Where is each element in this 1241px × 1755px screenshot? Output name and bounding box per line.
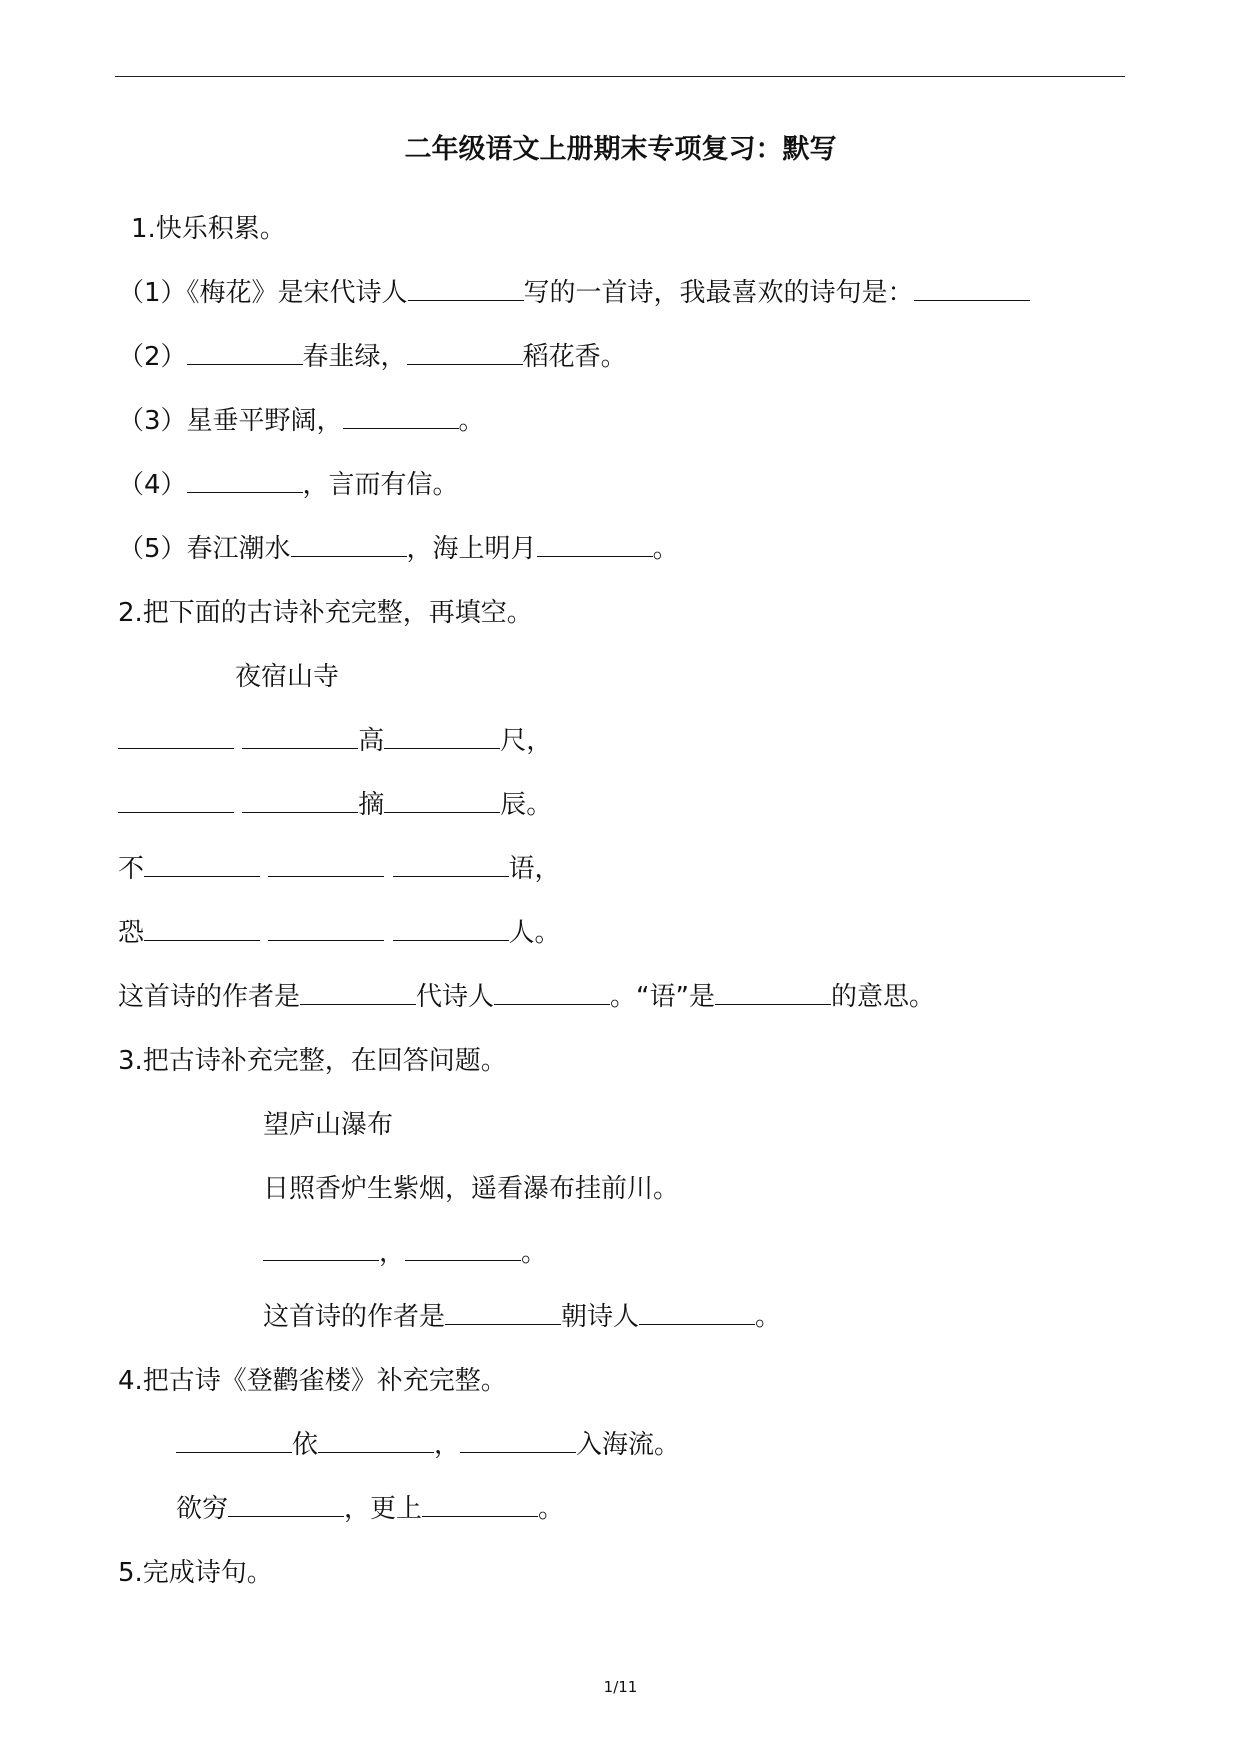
answer-blank[interactable] xyxy=(176,1430,292,1453)
text: 。 xyxy=(652,534,679,564)
text: 不 xyxy=(118,854,145,884)
answer-blank[interactable] xyxy=(384,790,500,813)
answer-blank[interactable] xyxy=(187,470,303,493)
poem-title: 夜宿山寺 xyxy=(235,662,340,692)
text: （1）《梅花》是宋代诗人 xyxy=(118,278,408,308)
answer-blank[interactable] xyxy=(268,854,384,877)
answer-blank[interactable] xyxy=(407,342,523,365)
answer-blank[interactable] xyxy=(422,1494,538,1517)
poem-title: 望庐山瀑布 xyxy=(263,1110,394,1140)
answer-blank[interactable] xyxy=(445,1302,561,1325)
answer-blank[interactable] xyxy=(242,726,358,749)
text: 尺， xyxy=(500,726,553,756)
question-3-heading: 3.把古诗补充完整，在回答问题。 xyxy=(118,1046,507,1076)
page-title: 二年级语文上册期末专项复习：默写 xyxy=(404,134,837,165)
text: 的意思。 xyxy=(830,982,935,1012)
poem-line-3 xyxy=(118,852,561,886)
poem-line-2 xyxy=(263,1236,547,1270)
text: 。 xyxy=(458,406,485,436)
answer-blank[interactable] xyxy=(384,726,500,749)
answer-blank[interactable] xyxy=(118,726,234,749)
text: 语， xyxy=(508,854,561,884)
text: 。 xyxy=(755,1302,782,1332)
question-3-fill xyxy=(263,1300,781,1334)
answer-blank[interactable] xyxy=(537,534,653,557)
answer-blank[interactable] xyxy=(494,982,610,1005)
answer-blank[interactable] xyxy=(343,406,459,429)
answer-blank[interactable] xyxy=(144,918,260,941)
text: 人。 xyxy=(508,918,561,948)
text: ，更上 xyxy=(344,1494,423,1524)
text: ， xyxy=(434,1430,461,1460)
answer-blank[interactable] xyxy=(639,1302,755,1325)
text: （3）星垂平野阔， xyxy=(118,406,343,436)
text: ， xyxy=(379,1238,406,1268)
answer-blank[interactable] xyxy=(460,1430,576,1453)
text: 依 xyxy=(292,1430,319,1460)
text: 稻花香。 xyxy=(522,342,627,372)
poem-line-2 xyxy=(118,788,552,822)
answer-blank[interactable] xyxy=(187,342,303,365)
question-1-item-4 xyxy=(118,468,459,502)
text: 春韭绿， xyxy=(302,342,407,372)
answer-blank[interactable] xyxy=(228,1494,344,1517)
question-4-heading: 4.把古诗《登鹳雀楼》补充完整。 xyxy=(118,1366,507,1396)
question-2-fill xyxy=(118,980,935,1014)
text: ，言而有信。 xyxy=(302,470,459,500)
question-1-heading: 1.快乐积累。 xyxy=(131,214,286,244)
answer-blank[interactable] xyxy=(405,1238,521,1261)
text: 高 xyxy=(358,726,385,756)
text: 入海流。 xyxy=(576,1430,681,1460)
answer-blank[interactable] xyxy=(268,918,384,941)
text: 。“语”是 xyxy=(610,982,715,1012)
poem-line-2 xyxy=(176,1492,564,1526)
text: 这首诗的作者是 xyxy=(263,1302,446,1332)
answer-blank[interactable] xyxy=(118,790,234,813)
header-rule xyxy=(115,76,1125,77)
text: 朝诗人 xyxy=(561,1302,640,1332)
question-1-item-5 xyxy=(118,532,679,566)
text: 。 xyxy=(521,1238,548,1268)
question-2-heading: 2.把下面的古诗补充完整，再填空。 xyxy=(118,598,533,628)
page-number: 1/11 xyxy=(603,1678,638,1696)
answer-blank[interactable] xyxy=(393,854,509,877)
answer-blank[interactable] xyxy=(318,1430,434,1453)
poem-line-1 xyxy=(118,724,552,758)
answer-blank[interactable] xyxy=(263,1238,379,1261)
text: （2） xyxy=(118,342,187,372)
answer-blank[interactable] xyxy=(715,982,831,1005)
text: 代诗人 xyxy=(416,982,495,1012)
answer-blank[interactable] xyxy=(291,534,407,557)
text: （5）春江潮水 xyxy=(118,534,291,564)
text: ，海上明月 xyxy=(406,534,537,564)
question-5-heading: 5.完成诗句。 xyxy=(118,1558,273,1588)
text: 摘 xyxy=(358,790,385,820)
answer-blank[interactable] xyxy=(242,790,358,813)
answer-blank[interactable] xyxy=(408,278,524,301)
answer-blank[interactable] xyxy=(914,278,1030,301)
text: 辰。 xyxy=(500,790,553,820)
text: 。 xyxy=(538,1494,565,1524)
poem-line-4 xyxy=(118,916,561,950)
question-1-item-3 xyxy=(118,404,485,438)
answer-blank[interactable] xyxy=(393,918,509,941)
answer-blank[interactable] xyxy=(144,854,260,877)
poem-line-1: 日照香炉生紫烟，遥看瀑布挂前川。 xyxy=(263,1174,680,1204)
question-1-item-2 xyxy=(118,340,627,374)
text: 这首诗的作者是 xyxy=(118,982,301,1012)
text: 欲穷 xyxy=(176,1494,229,1524)
text: 写的一首诗，我最喜欢的诗句是： xyxy=(523,278,914,308)
question-1-item-1 xyxy=(118,276,1030,310)
text: 恐 xyxy=(118,918,145,948)
text: （4） xyxy=(118,470,187,500)
answer-blank[interactable] xyxy=(300,982,416,1005)
poem-line-1 xyxy=(176,1428,680,1462)
